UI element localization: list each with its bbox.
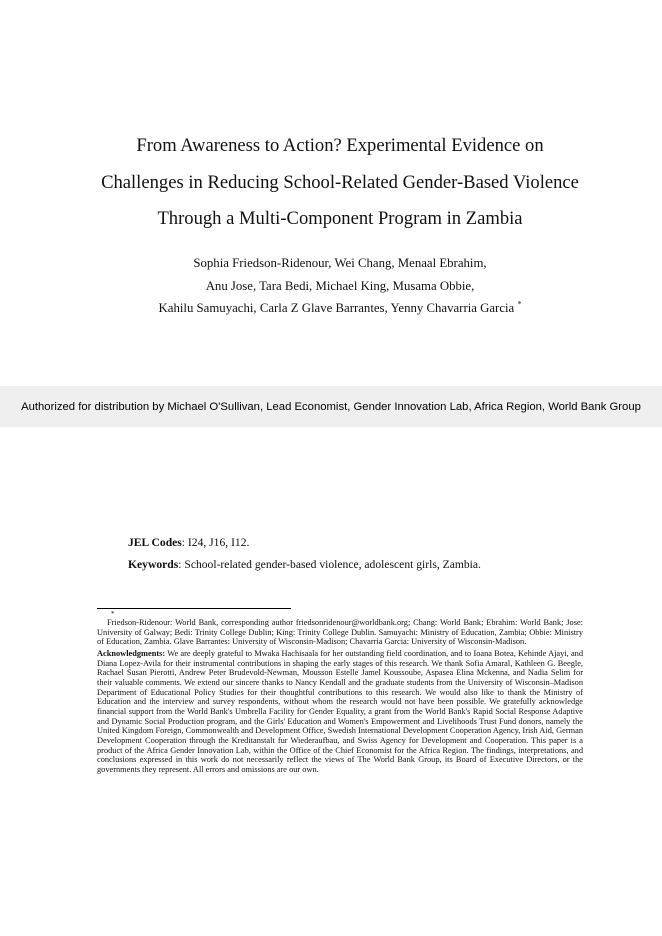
keywords — [128, 554, 481, 576]
jel-codes — [128, 532, 481, 554]
title-line-3: Through a Multi-Component Program in Zambia — [157, 208, 523, 229]
paper-title — [60, 128, 620, 238]
title-line-1: From Awareness to Action? Experimental Evidence on — [136, 135, 544, 156]
author-footnote-marker[interactable]: * — [517, 299, 522, 309]
acknowledgments — [97, 649, 583, 775]
keywords-label: Keywords — [128, 558, 179, 571]
authors-line-2: Anu Jose, Tara Bedi, Michael King, Musama Obbie, — [205, 278, 475, 293]
author-list — [60, 252, 620, 320]
authors-line-1: Sophia Friedson-Ridenour, Wei Chang, Menaal Ebrahim, — [193, 256, 487, 270]
acknowledgments-label: Acknowledgments: — [97, 648, 166, 658]
title-line-2: Challenges in Reducing School-Related Gender-Based Violence — [101, 171, 579, 193]
authorization-banner — [0, 386, 662, 427]
footnote-divider — [97, 608, 291, 609]
affiliations-footnote: Friedson-Ridenour: World Bank, corresponding author friedsonridenour@worldbank.org; Chang: World Bank; Ebrahim: World Bank; Jose: University of Galway; Bedi: Trinity College Dublin; King: Trinity College Dublin. Samuyachi: Ministry of Education, Zambia; Obbie: Ministry of Education, Zambia. Glave Barrantes: University of Wisconsin-Madison; Chavarria Garcia: University of Wisconsin-Madison. — [97, 618, 583, 647]
authors-line-3-text: Kahilu Samuyachi, Carla Z Glave Barrantes, Yenny Chavarria Garcia — [158, 301, 515, 315]
acknowledgments-text: We are deeply grateful to Mwaka Hachisaala for her outstanding field coordination, and to Ioana Botea, Kehinde Ajayi, and Diana Lopez-Avila for their instrumental contributions in shaping the early stages of this research. We thank Sofia Amaral, Kathleen G. Beegle, Rachael Susan Pierotti, Andrew Peter Brudevold-Newman, Mousson Estelle Jamel Koussoube, Aspasea Elina Mckenna, and Nadia Selim for their valuable comments. We extend our sincere thanks to Nancy Kendall and the graduate students from the University of Wisconsin–Madison Department of Educational Policy Studies for their thoughtful contributions to this research. We would also like to thank the Ministry of Education and the interview and survey respondents, without whom the research would not have been possible. We gratefully acknowledge financial support from the World Bank's Umbrella Facility for Gender Equality, a grant from the World Bank's Rapid Social Response Adaptive and Dynamic Social Production program, and the Girls' Education and Women's Empowerment and Livelihoods Trust Fund donors, namely the United Kingdom Foreign, Commonwealth and Development Office, Swedish International Development Cooperation Agency, Irish Aid, German Development Cooperation through the Kreditanstalt fur Wiederaufbau, and Swiss Agency for Development and Cooperation. This paper is a product of the Africa Gender Innovation Lab, within the Office of the Chief Economist for the Africa Region. The findings, interpretations, and conclusions expressed in this work do not necessarily reflect the views of The World Bank Group, its Board of Executive Directors, or the governments they represent. All errors and omissions are our own. — [97, 648, 583, 774]
keywords-value: : School-related gender-based violence, adolescent girls, Zambia. — [178, 558, 481, 571]
authorization-text: Authorized for distribution by Michael O'Sullivan, Lead Economist, Gender Innovation Lab, Africa Region, World Bank Group — [21, 400, 641, 413]
authors-line-3 — [60, 297, 620, 320]
footnote-marker: * — [111, 610, 115, 618]
footnotes — [97, 618, 583, 775]
classification-codes — [128, 532, 481, 576]
jel-value: : I24, J16, I12. — [181, 536, 250, 549]
jel-label: JEL Codes — [128, 536, 182, 549]
